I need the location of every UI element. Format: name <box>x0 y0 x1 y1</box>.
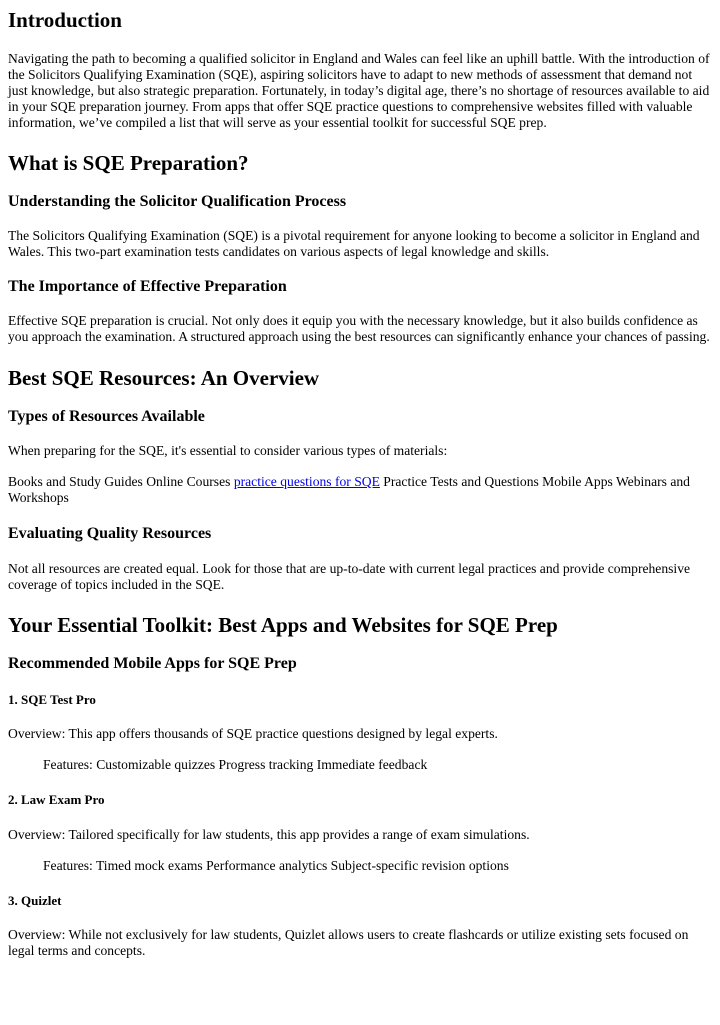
understanding-process-heading: Understanding the Solicitor Qualification Process <box>8 193 347 210</box>
importance-paragraph: Effective SQE preparation is crucial. Not only does it equip you with the necessary knowledge, but it also builds confidence as you approach the examination. A structured approach using the best resources can significantly enhance your chances of passing. <box>8 313 710 344</box>
importance-heading: The Importance of Effective Preparation <box>8 278 287 295</box>
practice-questions-link[interactable]: practice questions for SQE <box>233 474 380 489</box>
article <box>0 8 720 959</box>
what-is-sqe-heading: What is SQE Preparation? <box>8 151 249 175</box>
app-overview: Overview: This app offers thousands of SQE practice questions designed by legal experts. <box>8 726 498 741</box>
app-features: Features: Timed mock exams Performance analytics Subject-specific revision options <box>43 858 509 873</box>
types-of-resources-heading: Types of Resources Available <box>8 408 205 425</box>
understanding-process-paragraph: The Solicitors Qualifying Examination (SQE) is a pivotal requirement for anyone looking to become a solicitor in England and Wales. This two-part examination tests candidates on various aspects of legal knowledge and skills. <box>8 228 700 259</box>
evaluating-quality-heading: Evaluating Quality Resources <box>8 525 212 542</box>
app-features: Features: Customizable quizzes Progress tracking Immediate feedback <box>43 757 428 772</box>
app-title: 1. SQE Test Pro <box>8 692 96 707</box>
toolkit-heading: Your Essential Toolkit: Best Apps and Websites for SQE Prep <box>8 613 558 637</box>
app-title: 3. Quizlet <box>8 893 62 908</box>
resource-types-before-link: Books and Study Guides Online Courses <box>8 474 234 489</box>
introduction-heading: Introduction <box>8 8 122 32</box>
evaluating-quality-paragraph: Not all resources are created equal. Look for those that are up-to-date with current legal practices and provide comprehensive coverage of topics included in the SQE. <box>8 561 691 592</box>
app-overview: Overview: While not exclusively for law students, Quizlet allows users to create flashcards or utilize existing sets focused on legal terms and concepts. <box>8 927 689 958</box>
types-of-resources-paragraph: When preparing for the SQE, it's essential to consider various types of materials: <box>8 443 448 458</box>
best-resources-heading: Best SQE Resources: An Overview <box>8 366 320 390</box>
resource-types-list <box>8 474 714 506</box>
mobile-apps-heading: Recommended Mobile Apps for SQE Prep <box>8 655 297 672</box>
app-title: 2. Law Exam Pro <box>8 792 105 807</box>
resource-types-after-link: Practice Tests and Questions Mobile Apps Webinars and Workshops <box>8 474 690 505</box>
introduction-paragraph: Navigating the path to becoming a qualified solicitor in England and Wales can feel like an uphill battle. With the introduction of the Solicitors Qualifying Examination (SQE), aspiring solicitors have to adapt to new methods of assessment that demand not just knowledge, but also strategic preparation. Fortunately, in today’s digital age, there’s no shortage of resources available to aid in your SQE preparation journey. From apps that offer SQE practice questions to comprehensive websites filled with valuable information, we’ve compiled a list that will serve as your essential toolkit for successful SQE prep. <box>8 51 710 130</box>
app-overview: Overview: Tailored specifically for law students, this app provides a range of exam simulations. <box>8 827 530 842</box>
